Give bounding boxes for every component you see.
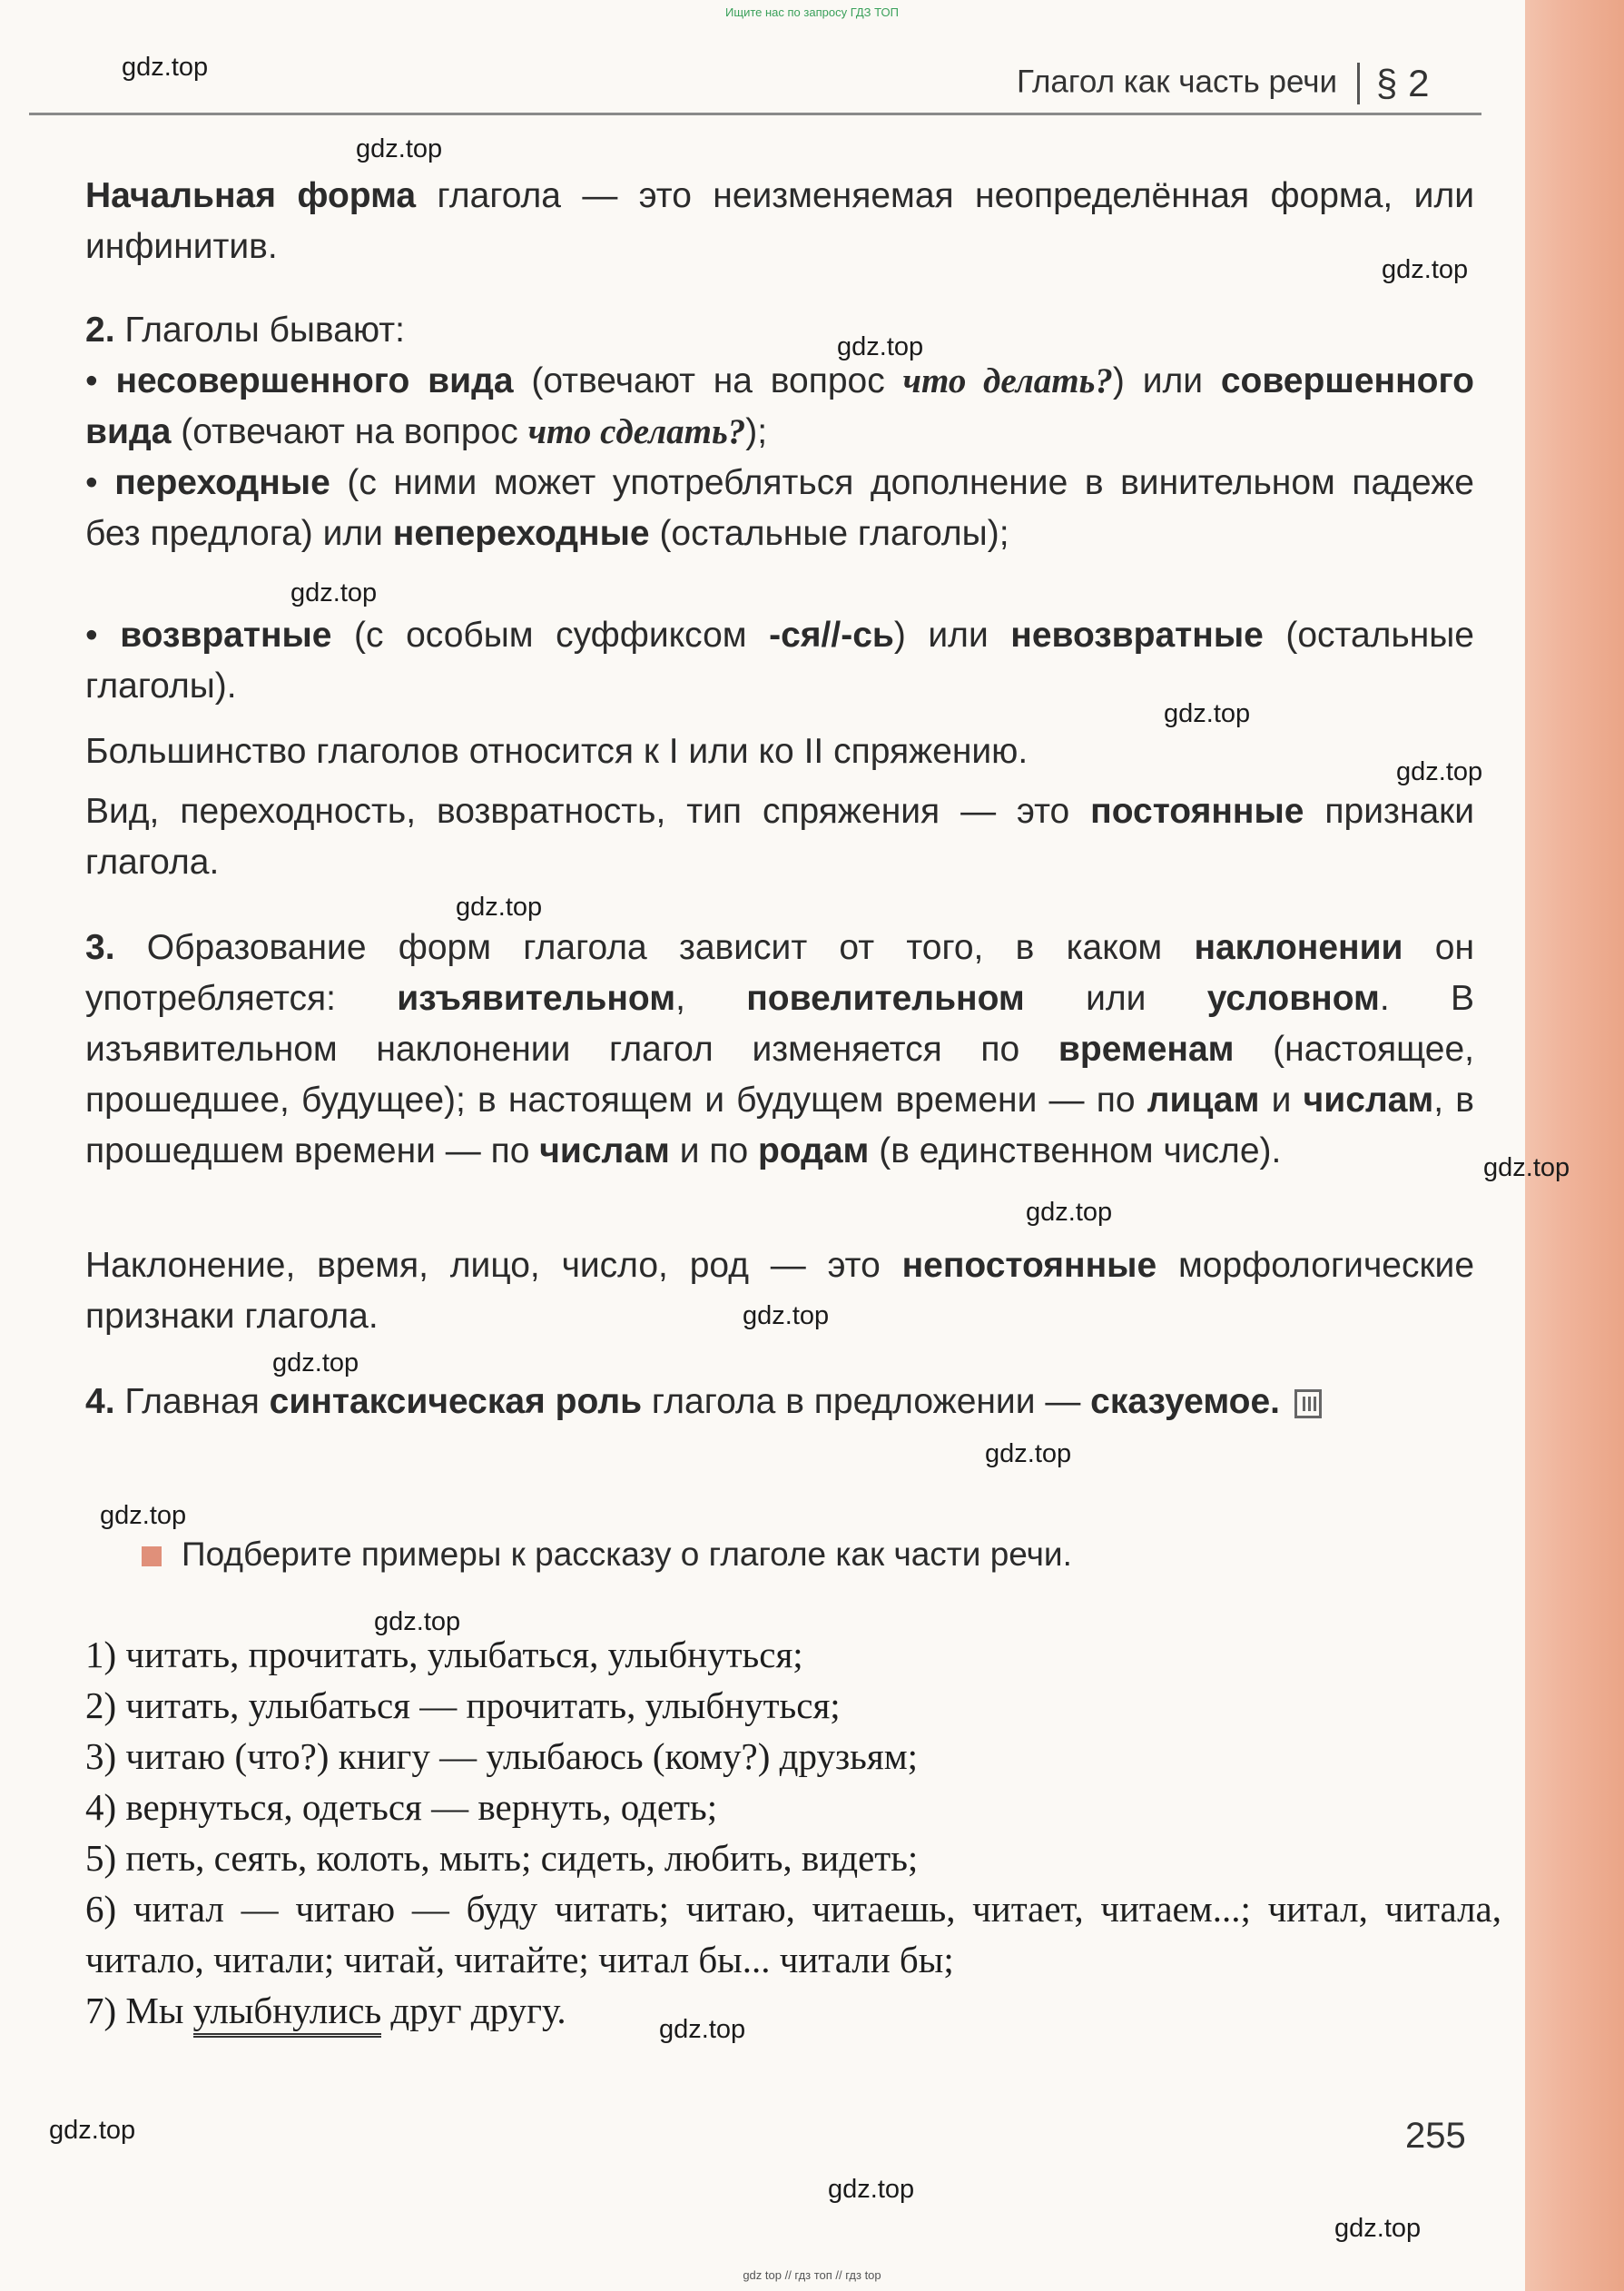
watermark: gdz.top [828,2175,915,2204]
watermark: gdz.top [456,893,543,922]
watermark: gdz.top [1026,1198,1113,1227]
header-rule [29,113,1481,115]
paragraph-conjugation [85,726,1474,777]
watermark: gdz.top [100,1501,187,1530]
section-3-text: и по [669,1131,758,1170]
example-item: 6) читал — читаю — буду читать; читаю, читаешь, читает, читаем...; читал, читала, читало, читали; читай, читайте; читал бы... читали бы; [85,1888,1501,1980]
conjugation-text: Большинство глаголов относится к I или ко II спряжению. [85,732,1029,771]
example-7-start: 7) Мы [85,1990,193,2031]
watermark: gdz.top [122,53,209,82]
paragraph-initial-form-text: глагола — это неизменяемая неопределённая форма, или инфинитив. [85,176,1474,266]
term-imperfective: несовершенного вида [115,361,514,400]
bullet-marker: • [85,616,98,655]
nonpermanent-text: морфологические признаки глагола. [85,1246,1475,1336]
task-line [142,1529,1530,1580]
grammar-analysis-icon [1294,1389,1322,1418]
section-2-lead: Глаголы бывают: [114,311,405,350]
section-4-text: глагола в предложении — [642,1382,1091,1421]
bullet-text: ); [745,412,768,451]
page-edge-strip [1525,0,1624,2291]
section-4-number: 4. [85,1382,115,1421]
example-item: 1) читать, прочитать, улыбаться, улыбнуться; [85,1634,803,1675]
example-item: 5) петь, сеять, колоть, мыть; сидеть, любить, видеть; [85,1837,919,1879]
bullet-text: (отвечают на вопрос [171,412,528,451]
term-syntactic-role: синтаксическая роль [269,1382,643,1421]
term-transitive: переходные [114,463,330,502]
section-3-text: , [675,979,747,1018]
term-nonpermanent: непостоянные [901,1246,1157,1285]
example-item: 2) читать, улыбаться — прочитать, улыбнуться; [85,1684,841,1726]
question-what-done: что сделать? [527,412,746,451]
term-genders: родам [757,1131,870,1170]
running-head-separator [1357,63,1360,104]
section-3-number: 3. [85,928,115,967]
bullet-reflexive [85,610,1474,712]
section-3-text: . В изъявительном наклонении глагол изменяется по [85,979,1475,1069]
watermark: gdz.top [290,578,378,607]
task-marker-icon [142,1546,162,1566]
example-7-predicate: улыбнулись [193,1990,382,2038]
task-text: Подберите примеры к рассказу о глаголе как части речи. [182,1536,1072,1573]
nonpermanent-text: Наклонение, время, лицо, число, род — это [85,1246,902,1285]
section-3-text: , в прошедшем времени — по [85,1081,1474,1170]
section-3 [85,923,1474,1177]
bullet-text: (с особым суффиксом [331,616,770,655]
running-head-title: Глагол как часть речи [1017,64,1338,100]
term-initial-form: Начальная форма [85,176,417,215]
watermark: gdz.top [374,1607,461,1636]
term-imperative: повелительном [746,979,1025,1018]
permanent-text: Вид, переходность, возвратность, тип спряжения — это [85,792,1091,831]
watermark: gdz.top [1164,699,1251,728]
bullet-text: ) или [893,616,1011,655]
section-3-text: (в единственном числе). [869,1131,1282,1170]
suffix-sya: -ся//-сь [769,616,894,655]
watermark: gdz.top [743,1301,830,1330]
example-item-7 [85,1985,1501,2036]
watermark: gdz.top [1483,1153,1570,1182]
watermark: gdz.top [272,1348,359,1378]
section-2-number: 2. [85,311,115,350]
watermark: gdz.top [1396,757,1483,786]
bullet-text: (с ними может употребляться дополнение в винительном падеже без предлога) или [85,463,1474,553]
term-reflexive: возвратные [120,616,332,655]
watermark: gdz.top [659,2015,746,2044]
watermark: gdz.top [1382,255,1469,284]
bullet-transitivity [85,458,1474,559]
section-2-heading [85,305,1474,356]
bullet-marker: • [85,361,98,400]
term-tenses: временам [1058,1030,1235,1069]
term-conditional: условном [1206,979,1380,1018]
section-3-text: Образование форм глагола зависит от того, в каком [114,928,1195,967]
term-mood: наклонении [1194,928,1403,967]
term-numbers: числам [539,1131,670,1170]
watermark: gdz.top [356,134,443,163]
bullet-marker: • [85,463,98,502]
paragraph-permanent [85,786,1474,888]
bottom-notice: gdz top // гдз топ // гдз top [743,2268,881,2282]
watermark: gdz.top [1334,2214,1422,2243]
bullet-text: ) или [1112,361,1221,400]
watermark: gdz.top [985,1439,1072,1468]
bullet-text: (остальные глаголы); [649,514,1009,553]
example-item: 3) читаю (что?) книгу — улыбаюсь (кому?) друзьям; [85,1735,919,1777]
section-4 [85,1377,1474,1427]
permanent-text: признаки глагола. [85,792,1474,882]
term-indicative: изъявительном [397,979,676,1018]
bullet-text: (остальные глаголы). [85,616,1474,706]
section-3-text: он употребляется: [85,928,1474,1018]
watermark: gdz.top [837,332,924,361]
top-notice: Ищите нас по запросу ГДЗ ТОП [725,5,899,19]
section-3-text: или [1024,979,1207,1018]
term-persons: лицам [1147,1081,1260,1120]
question-what-do: что делать? [902,361,1113,400]
running-head [1017,62,1429,105]
example-7-end: друг другу. [381,1990,566,2031]
bullet-text: (отвечают на вопрос [513,361,903,400]
paragraph-initial-form [85,171,1474,272]
term-perfective: совершенного вида [85,361,1474,451]
term-numbers: числам [1303,1081,1434,1120]
term-nonreflexive: невозвратные [1010,616,1264,655]
page-number: 255 [1405,2116,1466,2156]
examples-list [85,1629,1501,2036]
section-4-text: Главная [114,1382,270,1421]
term-intransitive: непереходные [392,514,650,553]
watermark: gdz.top [49,2116,136,2145]
section-3-text: и [1259,1081,1304,1120]
example-item: 4) вернуться, одеться — вернуть, одеть; [85,1786,718,1828]
term-predicate: сказуемое. [1090,1382,1280,1421]
term-permanent: постоянные [1090,792,1304,831]
running-head-section: § 2 [1376,62,1430,104]
section-3-text: (настоящее, прошедшее, будущее); в настоящем и будущем времени — по [85,1030,1474,1120]
bullet-aspect [85,356,1474,458]
